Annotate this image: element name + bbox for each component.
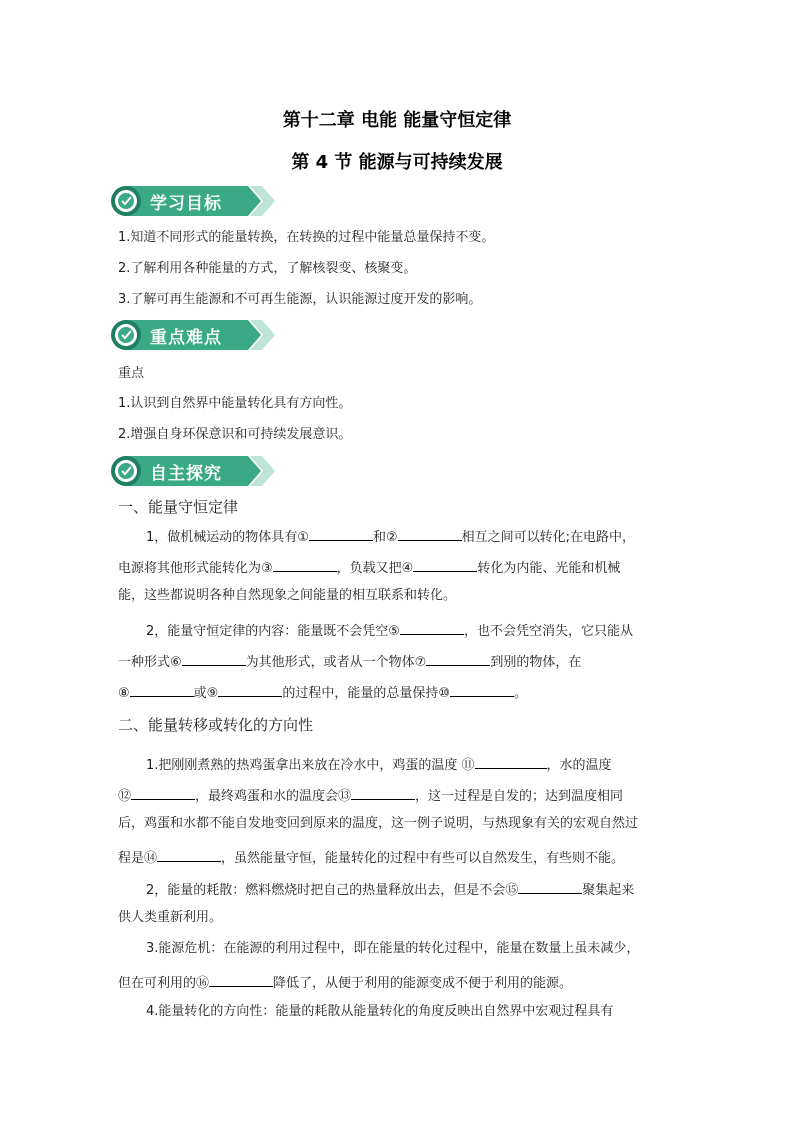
answer-blank-14[interactable] <box>157 847 221 862</box>
part2-p1-line1 <box>146 754 612 774</box>
text: ，最终鸡蛋和水的温度会⑬ <box>195 789 352 804</box>
key-point-1: 1.认识到自然界中能量转化具有方向性。 <box>118 396 352 411</box>
section-title: 第 4 节 能源与可持续发展 <box>291 152 503 173</box>
text: ，负载又把④ <box>336 561 414 576</box>
part1-p2-line2 <box>118 651 581 671</box>
part1-p2-line1 <box>146 620 633 640</box>
banner-key-points <box>110 318 275 352</box>
text: ，水的温度 <box>546 758 612 773</box>
answer-blank-5[interactable] <box>400 620 464 635</box>
part2-p1-line3: 后，鸡蛋和水都不能自发地变回到原来的温度，这一例子说明，与热现象有关的宏观自然过 <box>118 816 639 831</box>
answer-blank-12[interactable] <box>131 785 195 800</box>
text: 转化为内能、光能和机械 <box>477 561 621 576</box>
answer-blank-10[interactable] <box>450 682 514 697</box>
part1-p1-line1 <box>146 526 635 546</box>
chapter-title: 第十二章 电能 能量守恒定律 <box>282 110 512 131</box>
part1-p1-line3: 能，这些都说明各种自然现象之间能量的相互联系和转化。 <box>118 588 457 603</box>
text: ⑫ <box>118 789 132 804</box>
goal-item-3: 3.了解可再生能源和不可再生能源，认识能源过度开发的影响。 <box>118 292 482 307</box>
part2-p1-line4 <box>118 847 624 867</box>
key-point-2: 2.增强自身环保意识和可持续发展意识。 <box>118 427 352 442</box>
answer-blank-13[interactable] <box>351 785 415 800</box>
banner-label: 重点难点 <box>150 328 222 348</box>
part2-p2-line1 <box>146 879 634 899</box>
part1-heading: 一、能量守恒定律 <box>118 498 239 516</box>
part2-heading: 二、能量转移或转化的方向性 <box>118 716 314 734</box>
text: 1.把刚刚煮熟的热鸡蛋拿出来放在冷水中，鸡蛋的温度 ⑪ <box>146 758 475 773</box>
goal-item-2: 2.了解利用各种能量的方式，了解核裂变、核聚变。 <box>118 261 417 276</box>
text: 和② <box>372 530 398 545</box>
text: ，这一过程是自发的；达到温度相同 <box>415 789 624 804</box>
text: 到别的物体，在 <box>490 655 582 670</box>
text: 电源将其他形式能转化为③ <box>118 561 273 576</box>
answer-blank-1[interactable] <box>309 526 373 541</box>
text: 聚集起来 <box>582 883 635 898</box>
banner-label: 学习目标 <box>150 194 222 214</box>
text: 2，能量守恒定律的内容：能量既不会凭空⑤ <box>146 624 400 639</box>
text: ，虽然能量守恒，能量转化的过程中有些可以自然发生，有些则不能。 <box>221 851 625 866</box>
banner-self-study <box>110 454 275 488</box>
part2-p3-line2 <box>118 972 572 992</box>
text: ⑧ <box>118 686 130 701</box>
answer-blank-16[interactable] <box>209 972 273 987</box>
answer-blank-9[interactable] <box>218 682 282 697</box>
banner-learning-goals <box>110 184 275 218</box>
answer-blank-7[interactable] <box>426 651 490 666</box>
answer-blank-4[interactable] <box>413 557 477 572</box>
part1-p1-line2 <box>118 557 620 577</box>
answer-blank-3[interactable] <box>273 557 337 572</box>
text: 程是⑭ <box>118 851 158 866</box>
part2-p2-line2: 供人类重新利用。 <box>118 910 223 925</box>
part2-p3-line1: 3.能源危机：在能源的利用过程中，即在能量的转化过程中，能量在数量上虽未减少， <box>146 941 640 956</box>
answer-blank-2[interactable] <box>398 526 462 541</box>
text: 的过程中，能量的总量保持⑩ <box>282 686 450 701</box>
key-points-label: 重点 <box>118 366 145 381</box>
text: 为其他形式，或者从一个物体⑦ <box>245 655 427 670</box>
banner-label: 自主探究 <box>150 464 222 484</box>
goal-item-1: 1.知道不同形式的能量转换，在转换的过程中能量总量保持不变。 <box>118 230 495 245</box>
part1-p2-line3 <box>118 682 527 702</box>
text: ，也不会凭空消失，它只能从 <box>463 624 633 639</box>
text: 1，做机械运动的物体具有① <box>146 530 309 545</box>
answer-blank-8[interactable] <box>130 682 194 697</box>
text: 但在可利用的⑯ <box>118 976 210 991</box>
answer-blank-6[interactable] <box>182 651 246 666</box>
answer-blank-11[interactable] <box>475 754 547 769</box>
text: 相互之间可以转化;在电路中， <box>461 530 635 545</box>
answer-blank-15[interactable] <box>518 879 582 894</box>
part2-p1-line2 <box>118 785 623 805</box>
text: 或⑨ <box>193 686 219 701</box>
text: 。 <box>513 686 527 701</box>
text: 降低了，从便于利用的能源变成不便于利用的能源。 <box>273 976 573 991</box>
text: 一种形式⑥ <box>118 655 182 670</box>
part2-p4-line1: 4.能量转化的方向性：能量的耗散从能量转化的角度反映出自然界中宏观过程具有 <box>146 1004 614 1019</box>
text: 2，能量的耗散：燃料燃烧时把自己的热量释放出去，但是不会⑮ <box>146 883 519 898</box>
